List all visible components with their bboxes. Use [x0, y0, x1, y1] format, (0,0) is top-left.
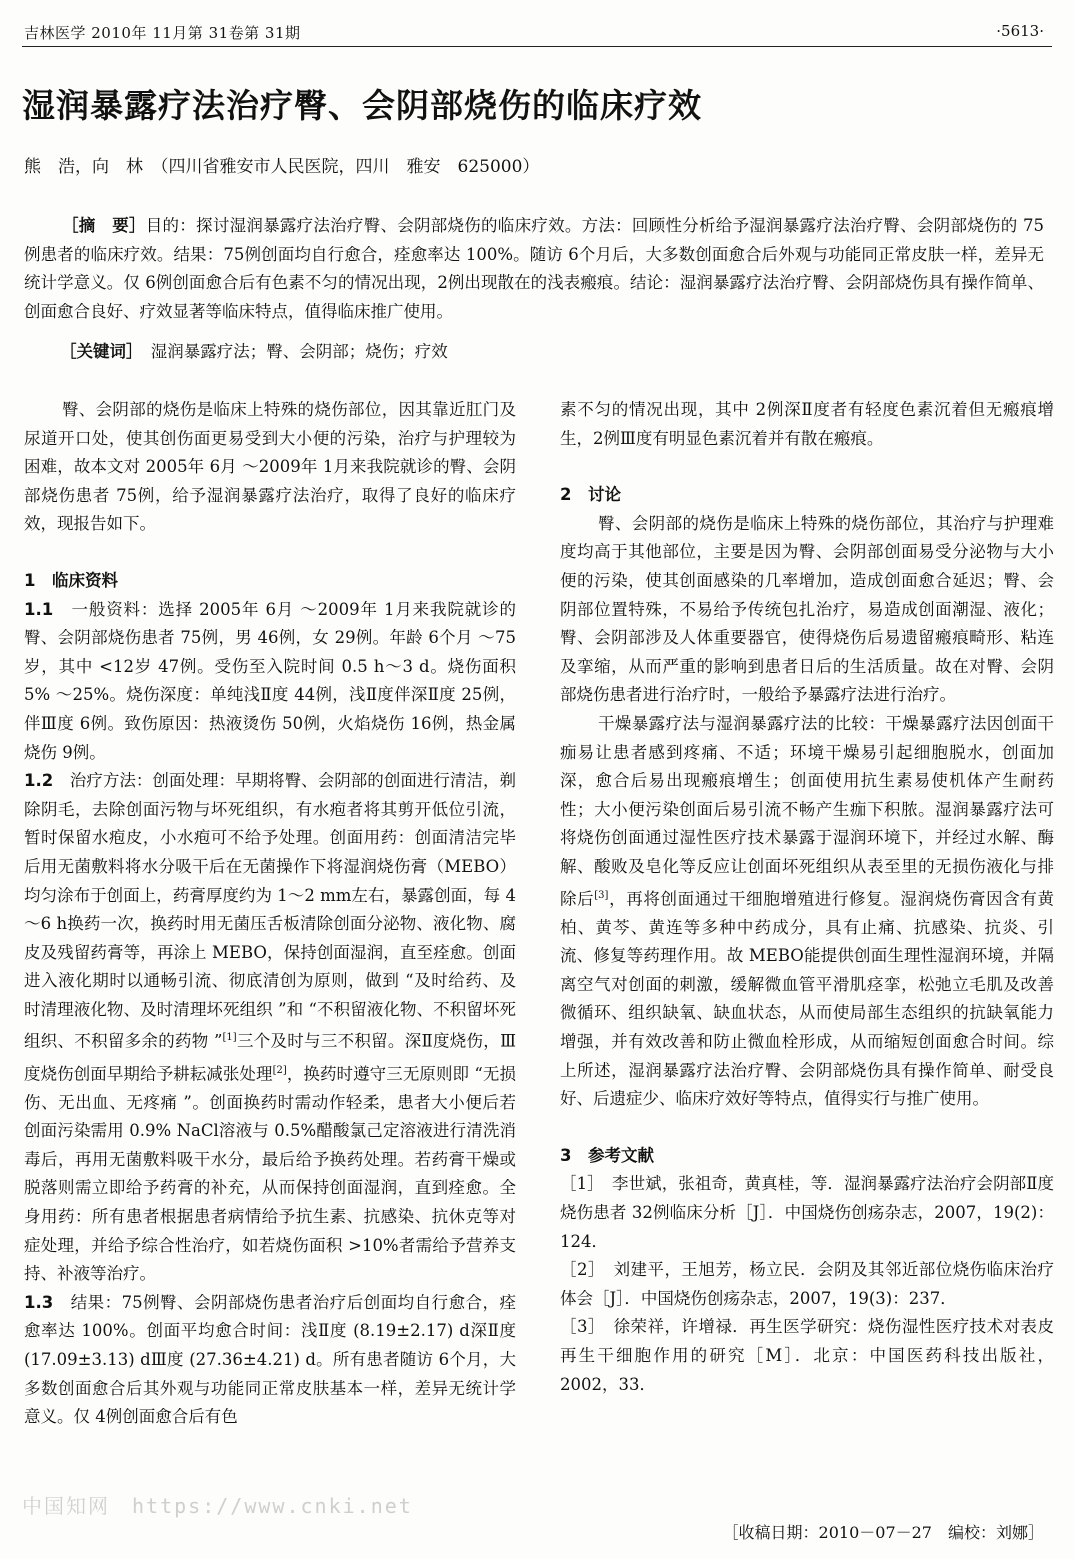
citation-1: [1] [222, 1032, 237, 1044]
reference-item: ［3］ 徐荣祥，许增禄．再生医学研究：烧伤湿性医疗技术对表皮再生干细胞作用的研究［M］．北京：中国医药科技出版社，2002，33． [560, 1317, 1054, 1394]
subsection-1-1-text: 一般资料：选择 2005年 6月 ～2009年 1月来我院就诊的臀、会阴部烧伤患者 75例，男 46例，女 29例。年龄 6个月 ～75岁，其中 <12岁 47例。受伤至入院时间 0.5 h～3 d。烧伤面积 5% ～25%。烧伤深度：单纯浅Ⅱ度 44例，浅Ⅱ度伴深Ⅱ度 25例，伴Ⅲ度 6例。致伤原因：热液烫伤 50例，火焰烧伤 16例，热金属烧伤 9例。 [24, 599, 516, 762]
subsection-1-2-text-b: 三个及时与三不积留。深Ⅱ度烧伤，Ⅲ度烧伤创面早期给予耕耘减张处理 [24, 1031, 516, 1084]
reference-item: ［1］ 李世斌，张祖奇，黄真桂，等．湿润暴露疗法治疗会阴部Ⅱ度烧伤患者 32例临床分析［J］．中国烧伤创疡杂志，2007，19(2)：124． [560, 1174, 1054, 1251]
discussion-text-b: ，再将创面通过干细胞增殖进行修复。湿润烧伤膏因含有黄柏、黄芩、黄连等多种中药成分，具有止痛、抗感染、抗炎、引流、修复等药理作用。故 MEBO能提供创面生理性湿润环境，并隔离空气对创面的刺激，缓解微血管平滑肌痉挛，松弛立毛肌及改善微循环、组织缺氧、缺血状态，从而使局部生态组织的抗缺氧能力增强，并有效改善和防止微血栓形成，从而缩短创面愈合时间。综上所述，湿润暴露疗法治疗臀、会阴部烧伤具有操作简单、耐受良好、后遗症少、临床疗效好等特点，值得实行与推广使用。 [560, 889, 1055, 1109]
received-date-note: ［收稿日期：2010－07－27 编校：刘娜］ [722, 1523, 1044, 1542]
left-column [24, 396, 516, 1432]
abstract-text: 目的：探讨湿润暴露疗法治疗臀、会阴部烧伤的临床疗效。方法：回顾性分析给予湿润暴露疗法治疗臀、会阴部烧伤的 75例患者的临床疗效。结果：75例创面均自行愈合，痊愈率达 100%。随访 6个月后，大多数创面愈合后外观与功能同正常皮肤一样，差异无统计学意义。仅 6例创面愈合后有色素不匀的情况出现，2例出现散在的浅表瘢痕。结论：湿润暴露疗法治疗臀、会阴部烧伤具有操作简单、创面愈合良好、疗效显著等临床特点，值得临床推广使用。 [24, 216, 1044, 321]
citation-3: [3] [594, 889, 609, 901]
results-continuation: 素不匀的情况出现，其中 2例深Ⅱ度者有轻度色素沉着但无瘢痕增生，2例Ⅲ度有明显色素沉着并有散在瘢痕。 [560, 400, 1054, 448]
keywords-label: ［关键词］ [60, 342, 135, 361]
subsection-1-1 [24, 596, 516, 768]
subsection-1-2-text-c: ，换药时遵守三无原则即 “无损伤、无出血、无疼痛 ”。创面换药时需动作轻柔，患者大小便后若创面污染需用 0.9% NaCl溶液与 0.5%醋酸氯己定溶液进行清洗消毒后，再用无菌敷料吸干水分，最后给予换药处理。若药膏干燥或脱落则需立即给予药膏的补充，从而保持创面湿润，直到痊愈。全身用药：所有患者根据患者病情给予抗生素、抗感染、抗休克等对症处理，并给予综合性治疗，如若烧伤面积 >10%者需给予营养支持、补液等治疗。 [24, 1064, 517, 1284]
section-heading-2: 2 讨论 [560, 485, 621, 505]
article-title: 湿润暴露疗法治疗臀、会阴部烧伤的临床疗效 [22, 86, 702, 125]
intro-paragraph: 臀、会阴部的烧伤是临床上特殊的烧伤部位，因其靠近肛门及尿道开口处，使其创伤面更易受到大小便的污染，治疗与护理较为困难，故本文对 2005年 6月 ～2009年 1月来我院就诊的臀、会阴部烧伤患者 75例，给予湿润暴露疗法治疗，取得了良好的临床疗效，现报告如下。 [24, 400, 516, 534]
subsection-1-1-number: 1.1 [24, 599, 54, 619]
section-heading-1: 1 临床资料 [24, 570, 118, 590]
discussion-text-a: 干燥暴露疗法与湿润暴露疗法的比较：干燥暴露疗法因创面干痂易让患者感到疼痛、不适；环境干燥易引起细胞脱水，创面加深，愈合后易出现瘢痕增生；创面使用抗生素易使机体产生耐药性；大小便污染创面后易引流不畅产生痂下积脓。湿润暴露疗法可将烧伤创面通过湿性医疗技术暴露于湿润环境下，并经过水解、酶解、酸败及皂化等反应让创面坏死组织从表至里的无损伤液化与排除后 [560, 713, 1054, 908]
watermark: 中国知网 https://www.cnki.net [22, 1494, 413, 1518]
subsection-1-2 [24, 767, 516, 1289]
subsection-1-2-text-a: 治疗方法：创面处理：早期将臀、会阴部的创面进行清洁，剃除阴毛，去除创面污物与坏死组织，有水疱者将其剪开低位引流，暂时保留水疱皮，小水疱可不给予处理。创面用药：创面清洁完毕后用无菌敷料将水分吸干后在无菌操作下将湿润烧伤膏（MEBO）均匀涂布于创面上，药膏厚度约为 1～2 mm左右，暴露创面，每 4～6 h换药一次，换药时用无菌压舌板清除创面分泌物、液化物、腐皮及残留药膏等，再涂上 MEBO，保持创面湿润，直至痊愈。创面进入液化期时以通畅引流、彻底清创为原则，做到 “及时给药、及时清理液化物、及时清理坏死组织 ”和 “不积留液化物、不积留坏死组织、不积留多余的药物 ” [24, 771, 517, 1051]
running-header-journal: 吉林医学 2010年 11月第 31卷第 31期 [24, 24, 301, 42]
keywords-block [60, 338, 448, 362]
page-number: ·5613· [996, 22, 1044, 40]
section-heading-3: 3 参考文献 [560, 1145, 654, 1165]
abstract-block [24, 212, 1044, 326]
subsection-1-3 [24, 1289, 516, 1432]
discussion-paragraph-1: 臀、会阴部的烧伤是临床上特殊的烧伤部位，其治疗与护理难度均高于其他部位，主要是因为臀、会阴部创面易受分泌物与大小便的污染，使其创面感染的几率增加，造成创面愈合延迟；臀、会阴部位置特殊，不易给予传统包扎治疗，易造成创面潮湿、液化；臀、会阴部涉及人体重要器官，使得烧伤后易遗留瘢痕畸形、粘连及挛缩，从而严重的影响到患者日后的生活质量。故在对臀、会阴部烧伤患者进行治疗时，一般给予暴露疗法进行治疗。 [560, 513, 1054, 705]
keywords-text: 湿润暴露疗法；臀、会阴部；烧伤；疗效 [150, 342, 448, 361]
subsection-1-3-number: 1.3 [24, 1292, 54, 1312]
abstract-label: ［摘 要］ [61, 216, 146, 235]
right-column [560, 396, 1054, 1399]
subsection-1-3-text: 结果：75例臀、会阴部烧伤患者治疗后创面均自行愈合，痊愈率达 100%。创面平均愈合时间：浅Ⅱ度 (8.19±2.17) d深Ⅱ度 (17.09±3.13) dⅢ度 (27.36±4.21) d。所有患者随访 6个月，大多数创面愈合后其外观与功能同正常皮肤基本一样，差异无统计学意义。仅 4例创面愈合后有色 [24, 1292, 517, 1427]
header-rule [22, 46, 1052, 47]
subsection-1-2-number: 1.2 [24, 771, 54, 791]
author-line: 熊 浩，向 林 （四川省雅安市人民医院，四川 雅安 625000） [24, 157, 540, 177]
discussion-paragraph-2 [560, 710, 1054, 1114]
citation-2: [2] [272, 1064, 287, 1076]
reference-item: ［2］ 刘建平，王旭芳，杨立民．会阴及其邻近部位烧伤临床治疗体会［J］．中国烧伤创疡杂志，2007，19(3)：237． [560, 1260, 1054, 1308]
